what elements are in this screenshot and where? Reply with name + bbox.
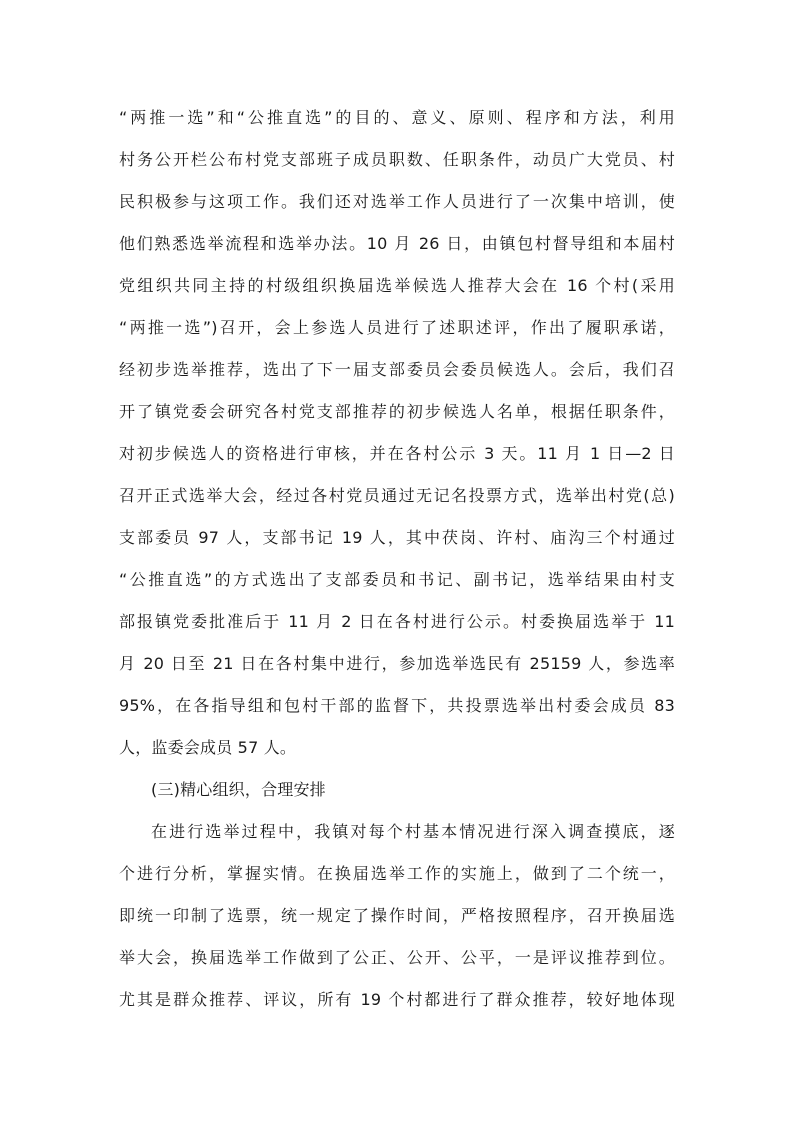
text-line: 月 20 日至 21 日在各村集中进行，参加选举选民有 25159 人，参选率 <box>119 654 675 673</box>
text-line: “两推一选”和“公推直选”的目的、意义、原则、程序和方法，利用 <box>119 108 675 127</box>
text-line: 举大会，换届选举工作做到了公正、公开、公平，一是评议推荐到位。 <box>119 948 675 967</box>
text-line: 村务公开栏公布村党支部班子成员职数、任职条件，动员广大党员、村 <box>119 150 675 169</box>
text-line: 召开正式选举大会，经过各村党员通过无记名投票方式，选举出村党(总) <box>119 486 675 505</box>
text-line: 尤其是群众推荐、评议，所有 19 个村都进行了群众推荐，较好地体现 <box>119 990 675 1009</box>
text-line: 党组织共同主持的村级组织换届选举候选人推荐大会在 16 个村(采用 <box>119 276 675 295</box>
text-line: 在进行选举过程中，我镇对每个村基本情况进行深入调查摸底，逐 <box>151 822 675 841</box>
text-line: 95%，在各指导组和包村干部的监督下，共投票选举出村委会成员 83 <box>119 696 675 715</box>
section-heading: (三)精心组织，合理安排 <box>151 780 326 799</box>
text-line: 经初步选举推荐，选出了下一届支部委员会委员候选人。会后，我们召 <box>119 360 675 379</box>
text-line: 即统一印制了选票，统一规定了操作时间，严格按照程序，召开换届选 <box>119 906 675 925</box>
text-line: 支部委员 97 人，支部书记 19 人，其中茯岗、许村、庙沟三个村通过 <box>119 528 675 547</box>
text-line: “两推一选”)召开，会上参选人员进行了述职述评，作出了履职承诺， <box>119 318 675 337</box>
text-line: 个进行分析，掌握实情。在换届选举工作的实施上，做到了二个统一， <box>119 864 675 883</box>
text-line: 对初步候选人的资格进行审核，并在各村公示 3 天。11 月 1 日—2 日 <box>119 444 675 463</box>
text-line: 他们熟悉选举流程和选举办法。10 月 26 日，由镇包村督导组和本届村 <box>119 234 675 253</box>
text-line: 部报镇党委批准后于 11 月 2 日在各村进行公示。村委换届选举于 11 <box>119 612 675 631</box>
text-line: 人，监委会成员 57 人。 <box>119 738 297 757</box>
text-line: “公推直选”的方式选出了支部委员和书记、副书记，选举结果由村支 <box>119 570 675 589</box>
text-line: 开了镇党委会研究各村党支部推荐的初步候选人名单，根据任职条件， <box>119 402 675 421</box>
text-line: 民积极参与这项工作。我们还对选举工作人员进行了一次集中培训，使 <box>119 192 675 211</box>
